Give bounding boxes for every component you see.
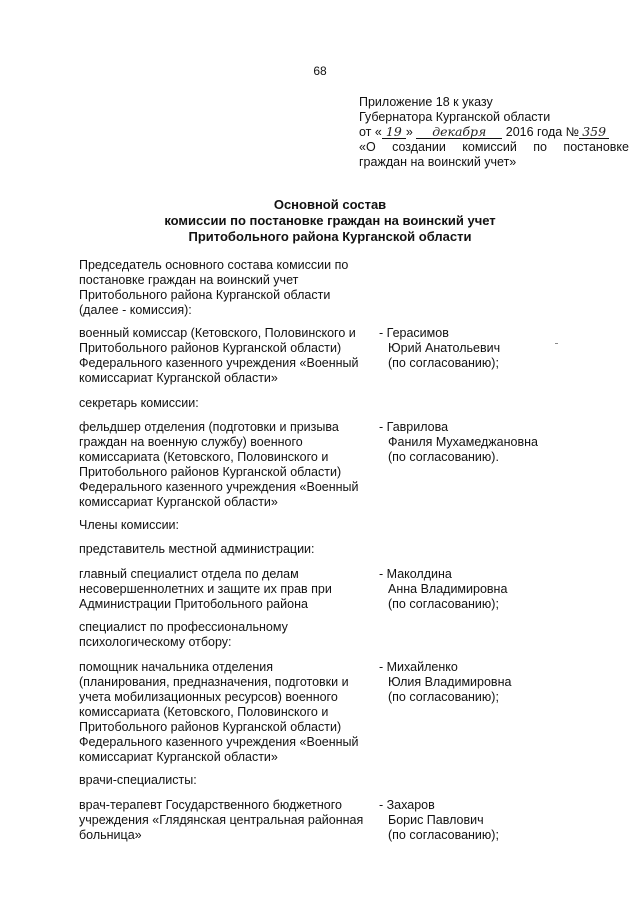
position-description <box>79 660 371 765</box>
person-note: (по согласованию); <box>388 828 499 842</box>
text-line: комиссариат Курганской области» <box>79 750 278 764</box>
text-line: военный комиссар (Кетовского, Половинского и <box>79 326 356 340</box>
appendix-subject-line-2: граждан на воинский учет» <box>359 155 517 169</box>
text-line: граждан на военную службу) военного <box>79 435 303 449</box>
person-name: Фаниля Мухамеджановна <box>388 435 538 449</box>
person-note: (по согласованию). <box>388 450 499 464</box>
text-line: врачи-специалисты: <box>79 773 197 787</box>
text-line: учреждения «Глядянская центральная районная <box>79 813 364 827</box>
title-line-3: Притобольного района Курганской области <box>188 229 472 244</box>
text-line: Притобольного районов Курганской области) <box>79 720 342 734</box>
text-line: комиссариата (Кетовского, Половинского и <box>79 705 329 719</box>
text-line: Притобольного района Курганской области <box>79 288 331 302</box>
person-surname: - Захаров <box>379 798 435 812</box>
person-surname: - Маколдина <box>379 567 452 581</box>
person-surname: - Михайленко <box>379 660 458 674</box>
person-name: Анна Владимировна <box>388 582 508 596</box>
text-line: Председатель основного состава комиссии по <box>79 258 349 272</box>
text-line: врач-терапевт Государственного бюджетного <box>79 798 343 812</box>
person-surname: - Гаврилова <box>379 420 449 434</box>
text-line: Администрации Притобольного района <box>79 597 308 611</box>
page-number: 68 <box>313 64 327 78</box>
text-line: учета мобилизационных ресурсов) военного <box>79 690 338 704</box>
text-line: Члены комиссии: <box>79 518 180 532</box>
person-name: Борис Павлович <box>388 813 484 827</box>
appendix-line-1: Приложение 18 к указу <box>359 95 493 109</box>
date-year: 2016 года № <box>505 125 580 139</box>
text-line: Федерального казенного учреждения «Военный <box>79 480 359 494</box>
text-line: секретарь комиссии: <box>79 396 199 410</box>
text-line: Притобольного районов Курганской области) <box>79 465 342 479</box>
person-name-block <box>379 567 631 612</box>
text-line: больница» <box>79 828 142 842</box>
position-description <box>79 420 371 510</box>
person-name: Юрий Анатольевич <box>388 341 501 355</box>
person-name-block <box>379 660 631 705</box>
date-prefix: от « <box>359 125 382 139</box>
person-note: (по согласованию); <box>388 597 499 611</box>
text-line: комиссариат Курганской области» <box>79 371 278 385</box>
person-surname: - Герасимов <box>379 326 449 340</box>
appendix-block <box>359 95 629 170</box>
text-line: Федерального казенного учреждения «Военный <box>79 735 359 749</box>
date-quote: » <box>405 125 413 139</box>
handwritten-day: 19 <box>382 125 406 139</box>
text-line: комиссариата (Кетовского, Половинского и <box>79 450 329 464</box>
scan-mark <box>555 343 558 344</box>
text-line: Притобольного районов Курганской области) <box>79 341 342 355</box>
title-line-2: комиссии по постановке граждан на воинский учет <box>164 213 496 228</box>
person-name-block <box>379 798 631 843</box>
person-note: (по согласованию); <box>388 690 499 704</box>
position-description <box>79 798 371 843</box>
handwritten-number: 359 <box>579 125 609 139</box>
position-description <box>79 567 371 612</box>
appendix-subject-line-1: «О создании комиссий по постановке <box>359 140 629 154</box>
document-title <box>150 197 510 245</box>
text-line: фельдшер отделения (подготовки и призыва <box>79 420 339 434</box>
position-description <box>79 326 371 386</box>
text-line: комиссариат Курганской области» <box>79 495 278 509</box>
text-line: психологическому отбору: <box>79 635 232 649</box>
text-line: (далее - комиссия): <box>79 303 192 317</box>
appendix-line-2: Губернатора Курганской области <box>359 110 551 124</box>
person-name-block <box>379 326 631 371</box>
text-line: главный специалист отдела по делам <box>79 567 299 581</box>
text-line: постановке граждан на воинский учет <box>79 273 299 287</box>
text-line: помощник начальника отделения <box>79 660 274 674</box>
text-line: представитель местной администрации: <box>79 542 315 556</box>
text-line: специалист по профессиональному <box>79 620 288 634</box>
title-line-1: Основной состав <box>273 197 387 212</box>
text-line: несовершеннолетних и защите их прав при <box>79 582 332 596</box>
text-line: (планирования, предназначения, подготовки и <box>79 675 349 689</box>
text-line: Федерального казенного учреждения «Военный <box>79 356 359 370</box>
person-name: Юлия Владимировна <box>388 675 512 689</box>
person-note: (по согласованию); <box>388 356 499 370</box>
appendix-date-line <box>359 125 629 140</box>
person-name-block <box>379 420 631 465</box>
handwritten-month: декабря <box>416 125 502 139</box>
